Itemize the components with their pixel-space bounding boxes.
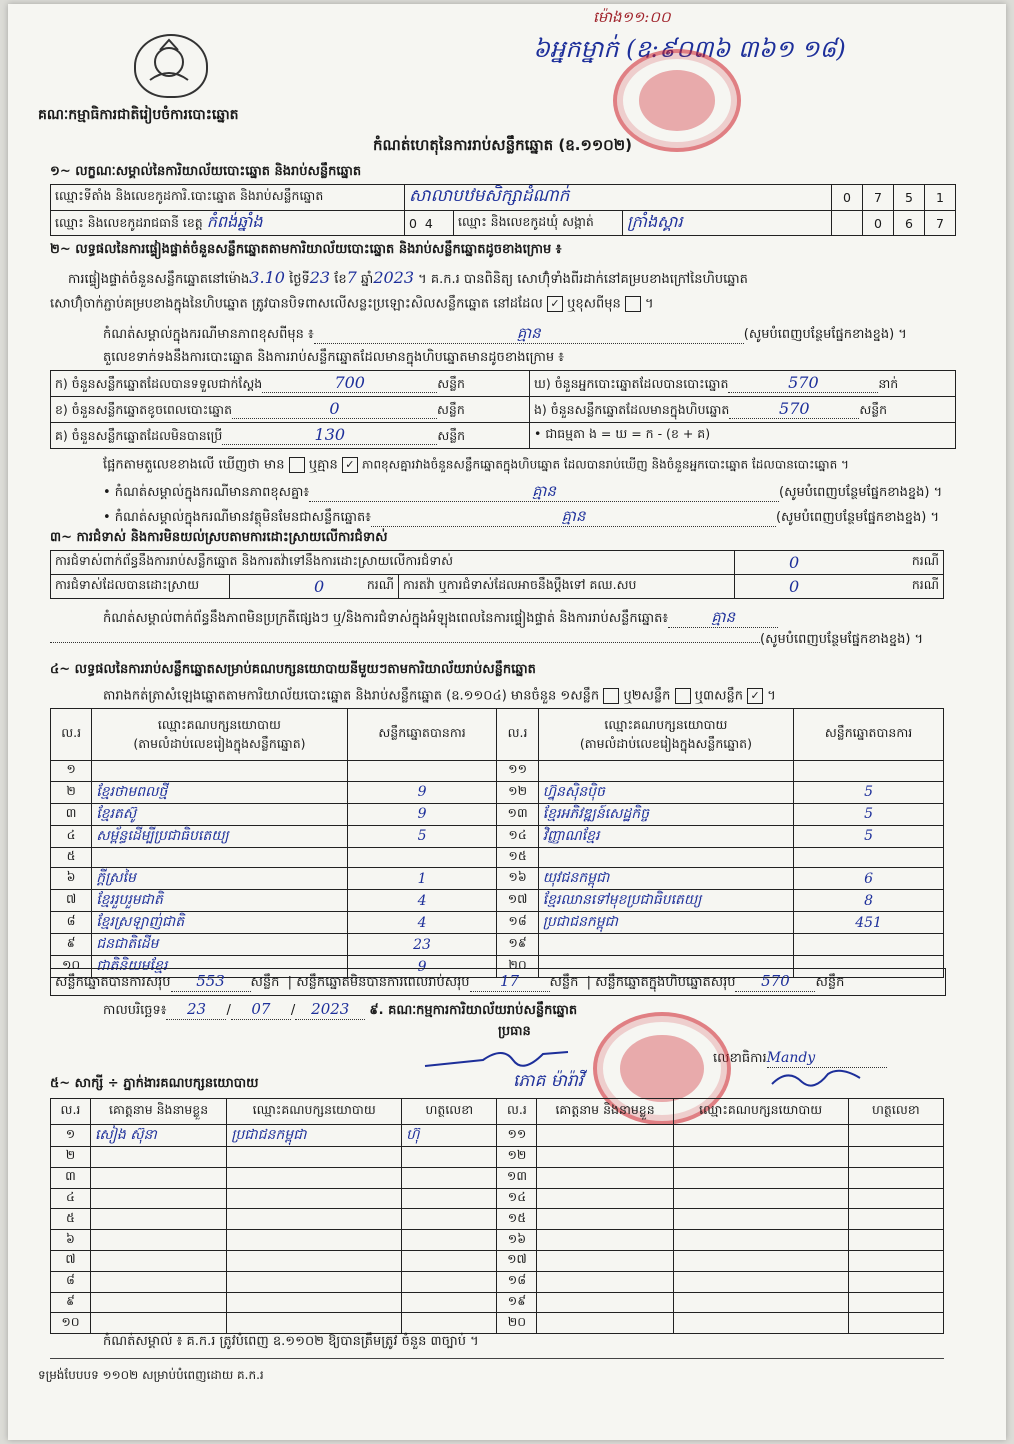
witness-party-cell <box>673 1167 848 1188</box>
w-col-name-right: គោត្តនាម និងនាមខ្លួន <box>537 1099 673 1125</box>
site-code-2: 7 <box>863 185 894 211</box>
witness-row <box>51 1167 944 1188</box>
result-votes-cell <box>347 847 497 868</box>
w-col-name: គោត្តនាម និងនាមខ្លួន <box>90 1099 226 1125</box>
result-votes-cell: 5 <box>347 825 497 847</box>
official-stamp-top <box>613 49 741 152</box>
party-results-table <box>50 708 944 978</box>
witness-sign-cell: ហ៊ុ <box>402 1125 497 1147</box>
secretary-label: លេខាធិការMandy <box>713 1050 887 1068</box>
result-party-cell: ខ្មែរស្រឡាញ់ជាតិ <box>92 912 347 934</box>
witness-sign-cell <box>402 1209 497 1230</box>
witness-sign-cell <box>402 1313 497 1334</box>
province-label: ឈ្មោះ និងលេខកូដរាជធានី ខេត្ត កំពង់ឆ្នាំង <box>51 211 405 236</box>
witness-name-cell <box>537 1250 673 1271</box>
result-row <box>51 803 944 825</box>
witness-row <box>51 1125 944 1147</box>
result-votes-cell: 6 <box>794 868 944 890</box>
has-difference-checkbox[interactable] <box>289 457 305 473</box>
witness-sign-cell <box>848 1188 943 1209</box>
witness-sign-cell <box>402 1250 497 1271</box>
section3-title: ៣~ ការជំទាស់ និងការមិនយល់ស្របតាមការដោះស្រាយលើការជំទាស់ <box>50 530 388 545</box>
witness-party-cell <box>673 1230 848 1251</box>
commune-code-3: 7 <box>925 211 956 236</box>
result-no-cell: ១ <box>51 761 92 782</box>
appeal-value: 0 ករណី <box>735 575 944 599</box>
difference-note: កំណត់សម្គាល់ក្នុងករណីមានភាពខុសពីមុន ៖ គ្មាន (សូមបំពេញបន្ថែមផ្នែកខាងខ្នង) ។ <box>103 324 907 342</box>
result-votes-cell <box>794 934 944 956</box>
col-no: ល.រ <box>51 709 92 761</box>
col-party-right: ឈ្មោះគណបក្សនយោបាយ (តាមលំដាប់លេខរៀងក្នុងសន្លឹកឆ្នោត) <box>538 709 793 761</box>
result-no-cell: ១៩ <box>497 934 538 956</box>
result-party-cell: ខ្មែរតស៊ូ <box>92 803 347 825</box>
result-party-cell <box>538 761 793 782</box>
result-votes-cell: 9 <box>347 781 497 803</box>
w-col-sign: ហត្ថលេខា <box>402 1099 497 1125</box>
witness-party-cell: ប្រជាជនកម្ពុជា <box>227 1125 402 1147</box>
unchanged-checkbox[interactable]: ✓ <box>547 296 563 312</box>
w-col-no-right: ល.រ <box>497 1099 537 1125</box>
witness-no-cell: ២ <box>51 1147 91 1168</box>
irregularity-note: កំណត់សម្គាល់ពាក់ព័ន្ធនឹងភាពមិនប្រក្រតីផ្សេងៗ ឬ/និងការជំទាស់ក្នុងអំឡុងពេលនៃការផ្ទៀងផ្ទាត់ និងការរាប់សន្លឹកឆ្នោត៖ គ្មាន <box>103 608 778 628</box>
site-value: សាលាបឋមសិក្សាដំណាក់ <box>405 185 832 211</box>
site-code-4: 1 <box>925 185 956 211</box>
result-row <box>51 825 944 847</box>
result-votes-cell: 23 <box>347 934 497 956</box>
commune-code-1: 0 <box>863 211 894 236</box>
witness-party-cell <box>227 1147 402 1168</box>
result-no-cell: ៣ <box>51 803 92 825</box>
resolved-label: ការជំទាស់ដែលបានដោះស្រាយ <box>51 575 230 599</box>
witness-party-cell <box>227 1292 402 1313</box>
result-votes-cell: 5 <box>794 825 944 847</box>
result-no-cell: ១៦ <box>497 868 538 890</box>
witness-name-cell <box>537 1313 673 1334</box>
date-line: កាលបរិច្ឆេទ៖ 23 / 07 / 2023 ៩. គណៈកម្មការការិយាល័យរាប់សន្លឹកឆ្នោត <box>103 1000 578 1018</box>
witness-name-cell <box>537 1292 673 1313</box>
numbers-intro: តួលេខទាក់ទងនឹងការបោះឆ្នោត និងការរាប់សន្លឹកឆ្នោតដែលមានក្នុងហិបឆ្នោតមានដូចខាងក្រោម ៖ <box>103 350 564 365</box>
result-party-cell: ខ្មែរឈានទៅមុខប្រជាធិបតេយ្យ <box>538 890 793 912</box>
voters-row: ឃ) ចំនួនអ្នកបោះឆ្នោតដែលបានបោះឆ្នោត 570 នាក់ <box>530 371 956 397</box>
top-handwritten-small: ម៉ោង១១:០០ <box>593 8 671 26</box>
discrepancy-note: • កំណត់សម្គាល់ក្នុងករណីមានភាពខុសគ្នា៖ គ្មាន (សូមបំពេញបន្ថែមផ្នែកខាងខ្នង) ។ <box>103 482 943 500</box>
witness-row <box>51 1188 944 1209</box>
witness-row <box>51 1209 944 1230</box>
one-sheet-checkbox[interactable] <box>603 688 619 704</box>
witness-no-cell: ១៨ <box>497 1271 537 1292</box>
no-difference-checkbox[interactable]: ✓ <box>342 457 358 473</box>
witness-name-cell <box>537 1230 673 1251</box>
result-no-cell: ១៣ <box>497 803 538 825</box>
changed-checkbox[interactable] <box>625 296 641 312</box>
witness-name-cell <box>537 1125 673 1147</box>
result-row <box>51 781 944 803</box>
province-code: 0 4 <box>405 211 454 236</box>
witness-no-cell: ៩ <box>51 1292 91 1313</box>
result-party-cell <box>92 761 347 782</box>
formula: • ជាធម្មតា ង = ឃ = ក - (ខ + គ) <box>530 423 956 449</box>
commune-value: ក្រាំងស្គារ <box>623 211 832 236</box>
commune-label: ឈ្មោះ និងលេខកូដឃុំ សង្កាត់ <box>454 211 623 236</box>
section2-title: ២~ លទ្ធផលនៃការផ្ទៀងផ្ទាត់ចំនួនសន្លឹកឆ្នោតតាមការិយាល័យបោះឆ្នោត និងរាប់សន្លឹកឆ្នោតដូចខាងក្រោម ៖ <box>50 242 562 257</box>
w-col-party-right: ឈ្មោះគណបក្សនយោបាយ <box>673 1099 848 1125</box>
section1-title: ១~ លក្ខណៈសម្គាល់នៃការិយាល័យបោះឆ្នោត និងរាប់សន្លឹកឆ្នោត <box>50 164 362 179</box>
result-votes-cell: 5 <box>794 803 944 825</box>
result-party-cell <box>538 934 793 956</box>
result-no-cell: ១៧ <box>497 890 538 912</box>
witness-name-cell <box>90 1250 226 1271</box>
witness-sign-cell <box>402 1188 497 1209</box>
witness-no-cell: ៥ <box>51 1209 91 1230</box>
site-code-3: 5 <box>894 185 925 211</box>
witness-no-cell: ២០ <box>497 1313 537 1334</box>
result-party-cell: ខ្មែរថាមពលថ្មី <box>92 781 347 803</box>
witness-party-cell <box>673 1271 848 1292</box>
result-party-cell: ហ្វ៊ុនស៊ិនប៉ិច <box>538 781 793 803</box>
witness-row <box>51 1271 944 1292</box>
witness-party-cell <box>227 1167 402 1188</box>
witness-name-cell <box>90 1292 226 1313</box>
result-row <box>51 868 944 890</box>
result-no-cell: ៥ <box>51 847 92 868</box>
objections-label: ការជំទាស់ពាក់ព័ន្ធនឹងការរាប់សន្លឹកឆ្នោត និងការតវ៉ាទៅនឹងការដោះស្រាយលើការជំទាស់ <box>51 551 735 575</box>
result-party-cell: ខ្មែរអភិវឌ្ឍន៍សេដ្ឋកិច្ច <box>538 803 793 825</box>
resolved-value: 0 ករណី <box>230 575 399 599</box>
result-no-cell: ១៥ <box>497 847 538 868</box>
witness-no-cell: ១១ <box>497 1125 537 1147</box>
bottom-note: ទម្រង់បែបបទ ១១០២ សម្រាប់បំពេញដោយ គ.ក.រ <box>38 1368 264 1382</box>
result-no-cell: ៧ <box>51 890 92 912</box>
witness-name-cell <box>537 1209 673 1230</box>
witness-party-cell <box>227 1250 402 1271</box>
seal-line: សោហ៊ុំចាក់ភ្ជាប់គម្របខាងក្នុងនៃហិបឆ្នោត ត្រូវបានបិទពាសលើសន្លះប្រឡោះសិលសន្លឹកឆ្នោត នៅដដែល ✓ ឬខុសពីមុន ។ <box>50 296 654 312</box>
discrepancy-line: ផ្អែកតាមតួលេខខាងលើ ឃើញថា មាន ឬគ្មាន ✓ ភាពខុសគ្នារវាងចំនួនសន្លឹកឆ្នោតក្នុងហិបឆ្នោត ដែលបានរាប់ឃើញ និងចំនួនអ្នកបោះឆ្នោត ដែលបានបោះឆ្នោត ។ <box>103 457 849 473</box>
result-no-cell: ៨ <box>51 912 92 934</box>
result-no-cell: ១១ <box>497 761 538 782</box>
witness-table <box>50 1098 944 1334</box>
witness-sign-cell <box>402 1167 497 1188</box>
appeal-label: ការតវ៉ា ឬការជំទាស់ដែលអាចនឹងប្តឹងទៅ គឈ.សប <box>399 575 735 599</box>
section4-title: ៤~ លទ្ធផលនៃការរាប់សន្លឹកឆ្នោតសម្រាប់គណបក្សនយោបាយនីមួយៗតាមការិយាល័យរាប់សន្លឹកឆ្នោត <box>50 662 536 677</box>
witness-party-cell <box>227 1271 402 1292</box>
witness-row <box>51 1313 944 1334</box>
chief-name-signature: ភោគ ម៉ារ៉ាវី <box>513 1071 584 1091</box>
witness-sign-cell <box>848 1147 943 1168</box>
result-no-cell: ២ <box>51 781 92 803</box>
result-row <box>51 912 944 934</box>
witness-party-cell <box>673 1292 848 1313</box>
verification-line: ការផ្ទៀងផ្ទាត់ចំនួនសន្លឹកឆ្នោតនៅម៉ោង3.10 ថ្ងៃទី23 ខែ7 ឆ្នាំ2023 ។ គ.ក.រ បានពិនិត្យ សោហ៊ុំទាំងពីរដាក់នៅគម្របខាងក្រៅនៃហិបឆ្នោត <box>68 268 748 287</box>
witness-name-cell <box>537 1271 673 1292</box>
received-row: ក) ចំនួនសន្លឹកឆ្នោតដែលបានទទួលជាក់ស្តែង 700 សន្លឹក <box>51 371 530 397</box>
result-no-cell: ៦ <box>51 868 92 890</box>
foreign-object-note: • កំណត់សម្គាល់ក្នុងករណីមានវត្ថុមិនមែនជាសន្លឹកឆ្នោត៖ គ្មាន (សូមបំពេញបន្ថែមផ្នែកខាងខ្នង) ។ <box>103 507 940 525</box>
tally-sheet-count: តារាងកត់ត្រាសំឡេងឆ្នោតតាមការិយាល័យបោះឆ្នោត និងរាប់សន្លឹកឆ្នោត (ឧ.១១០៤) មានចំនួន ១សន្លឹក ឬ២សន្លឹក ឬ៣សន្លឹក ✓ ។ <box>103 688 776 704</box>
witness-name-cell <box>90 1209 226 1230</box>
witness-no-cell: ១ <box>51 1125 91 1147</box>
witness-name-cell: សៀង ស៊ុនា <box>90 1125 226 1147</box>
result-votes-cell <box>794 761 944 782</box>
witness-party-cell <box>227 1209 402 1230</box>
result-row <box>51 934 944 956</box>
col-votes-right: សន្លឹកឆ្នោតបានការ <box>794 709 944 761</box>
three-sheet-checkbox[interactable]: ✓ <box>747 688 763 704</box>
witness-no-cell: ៤ <box>51 1188 91 1209</box>
witness-no-cell: ១៥ <box>497 1209 537 1230</box>
box-ballots-row: ង) ចំនួនសន្លឹកឆ្នោតដែលមានក្នុងហិបឆ្នោត 570 សន្លឹក <box>530 397 956 423</box>
witness-name-cell <box>90 1167 226 1188</box>
result-party-cell: ជាតិនិយមខ្មែរ <box>92 956 347 978</box>
witness-name-cell <box>90 1271 226 1292</box>
witness-sign-cell <box>402 1292 497 1313</box>
secretary-signature <box>768 1064 868 1096</box>
w-col-no: ល.រ <box>51 1099 91 1125</box>
result-votes-cell: 8 <box>794 890 944 912</box>
witness-name-cell <box>537 1188 673 1209</box>
witness-sign-cell <box>848 1167 943 1188</box>
footnote: កំណត់សម្គាល់ ៖ គ.ក.រ ត្រូវបំពេញ ឧ.១១០២ ឱ្យបានត្រឹមត្រូវ ចំនួន ៣ច្បាប់ ។ <box>103 1334 479 1349</box>
result-no-cell: ២០ <box>497 956 538 978</box>
result-no-cell: ៩ <box>51 934 92 956</box>
witness-sign-cell <box>848 1271 943 1292</box>
witness-party-cell <box>673 1188 848 1209</box>
witness-no-cell: ៨ <box>51 1271 91 1292</box>
result-row <box>51 847 944 868</box>
totals-line: សន្លឹកឆ្នោតបានការសរុប 553 សន្លឹក | សន្លឹកឆ្នោតមិនបានការពេលរាប់សរុប 17 សន្លឹក | សន្លឹកឆ្នោតក្នុងហិបឆ្នោតសរុប 570 សន្លឹក <box>50 968 946 996</box>
w-col-party: ឈ្មោះគណបក្សនយោបាយ <box>227 1099 402 1125</box>
result-votes-cell: 5 <box>794 781 944 803</box>
result-votes-cell: 1 <box>347 868 497 890</box>
result-party-cell <box>92 847 347 868</box>
objections-value: 0 ករណី <box>735 551 944 575</box>
result-votes-cell: 9 <box>347 956 497 978</box>
nec-logo-icon <box>134 34 208 98</box>
result-votes-cell: 9 <box>347 803 497 825</box>
witness-party-cell <box>673 1250 848 1271</box>
ballot-numbers-table <box>50 370 956 449</box>
witness-sign-cell <box>848 1250 943 1271</box>
witness-no-cell: ១៩ <box>497 1292 537 1313</box>
col-votes: សន្លឹកឆ្នោតបានការ <box>347 709 497 761</box>
witness-sign-cell <box>402 1271 497 1292</box>
result-no-cell: ១០ <box>51 956 92 978</box>
result-party-cell: ក្ដីស្រមៃ <box>92 868 347 890</box>
result-no-cell: ៤ <box>51 825 92 847</box>
witness-name-cell <box>537 1147 673 1168</box>
witness-no-cell: ១២ <box>497 1147 537 1168</box>
result-votes-cell: 451 <box>794 912 944 934</box>
spoiled-row: ខ) ចំនួនសន្លឹកឆ្នោតខូចពេលបោះឆ្នោត 0 សន្លឹក <box>51 397 530 423</box>
witness-name-cell <box>537 1167 673 1188</box>
witness-sign-cell <box>402 1230 497 1251</box>
witness-name-cell <box>90 1147 226 1168</box>
witness-party-cell <box>227 1230 402 1251</box>
result-party-cell: វិញ្ញាណខ្មែរ <box>538 825 793 847</box>
witness-sign-cell <box>848 1230 943 1251</box>
section5-title: ៥~ សាក្សី ÷ ភ្នាក់ងារគណបក្សនយោបាយ <box>50 1076 259 1091</box>
witness-party-cell <box>227 1313 402 1334</box>
w-col-sign-right: ហត្ថលេខា <box>848 1099 943 1125</box>
witness-row <box>51 1292 944 1313</box>
commune-code-2: 6 <box>894 211 925 236</box>
witness-no-cell: ១៤ <box>497 1188 537 1209</box>
witness-party-cell <box>673 1209 848 1230</box>
result-party-cell <box>538 847 793 868</box>
top-handwritten-note: ៦អ្នកម្នាក់ (ឧ:៩០៣៦ ៣៦១ ១៨) <box>533 35 846 63</box>
org-name: គណៈកម្មាធិការជាតិរៀបចំការបោះឆ្នោត <box>38 107 239 123</box>
witness-no-cell: ១០ <box>51 1313 91 1334</box>
result-no-cell: ១២ <box>497 781 538 803</box>
col-no-right: ល.រ <box>497 709 538 761</box>
witness-no-cell: ១៧ <box>497 1250 537 1271</box>
witness-party-cell <box>673 1125 848 1147</box>
result-row <box>51 761 944 782</box>
witness-no-cell: ៧ <box>51 1250 91 1271</box>
chief-label: ប្រធាន <box>498 1024 531 1039</box>
witness-name-cell <box>90 1313 226 1334</box>
witness-party-cell <box>673 1147 848 1168</box>
objections-table <box>50 550 944 599</box>
result-row <box>51 890 944 912</box>
form-page <box>8 4 1006 1440</box>
result-party-cell: ជនជាតិដើម <box>92 934 347 956</box>
result-votes-cell <box>794 847 944 868</box>
two-sheet-checkbox[interactable] <box>675 688 691 704</box>
section1-table <box>50 184 956 236</box>
form-title: កំណត់ហេតុនៃការរាប់សន្លឹកឆ្នោត (ឧ.១១០២) <box>373 136 633 154</box>
result-party-cell: សម្ព័ន្ធដើម្បីប្រជាធិបតេយ្យ <box>92 825 347 847</box>
col-party: ឈ្មោះគណបក្សនយោបាយ (តាមលំដាប់លេខរៀងក្នុងសន្លឹកឆ្នោត) <box>92 709 347 761</box>
witness-no-cell: ១៣ <box>497 1167 537 1188</box>
witness-no-cell: ១៦ <box>497 1230 537 1251</box>
witness-party-cell <box>673 1313 848 1334</box>
witness-name-cell <box>90 1188 226 1209</box>
irregularity-fill-hint: (សូមបំពេញបន្ថែមផ្នែកខាងខ្នង) ។ <box>50 632 923 648</box>
result-party-cell: យុវជនកម្ពុជា <box>538 868 793 890</box>
witness-party-cell <box>227 1188 402 1209</box>
witness-row <box>51 1250 944 1271</box>
result-no-cell: ១៤ <box>497 825 538 847</box>
site-label: ឈ្មោះទីតាំង និងលេខកូដការិ.បោះឆ្នោត និងរាប់សន្លឹកឆ្នោត <box>51 185 405 211</box>
witness-name-cell <box>90 1230 226 1251</box>
result-party-cell: ប្រជាជនកម្ពុជា <box>538 912 793 934</box>
footer-divider <box>50 1358 944 1359</box>
result-votes-cell <box>347 761 497 782</box>
witness-row <box>51 1230 944 1251</box>
witness-no-cell: ៣ <box>51 1167 91 1188</box>
witness-no-cell: ៦ <box>51 1230 91 1251</box>
unused-row: គ) ចំនួនសន្លឹកឆ្នោតដែលមិនបានប្រើ 130 សន្លឹក <box>51 423 530 449</box>
chief-signature <box>423 1044 573 1084</box>
witness-sign-cell <box>848 1313 943 1334</box>
witness-row <box>51 1147 944 1168</box>
result-votes-cell: 4 <box>347 912 497 934</box>
witness-sign-cell <box>848 1125 943 1147</box>
result-votes-cell: 4 <box>347 890 497 912</box>
witness-sign-cell <box>848 1292 943 1313</box>
witness-sign-cell <box>848 1209 943 1230</box>
result-no-cell: ១៨ <box>497 912 538 934</box>
result-party-cell: ខ្មែររួបរួមជាតិ <box>92 890 347 912</box>
site-code-1: 0 <box>832 185 863 211</box>
witness-sign-cell <box>402 1147 497 1168</box>
